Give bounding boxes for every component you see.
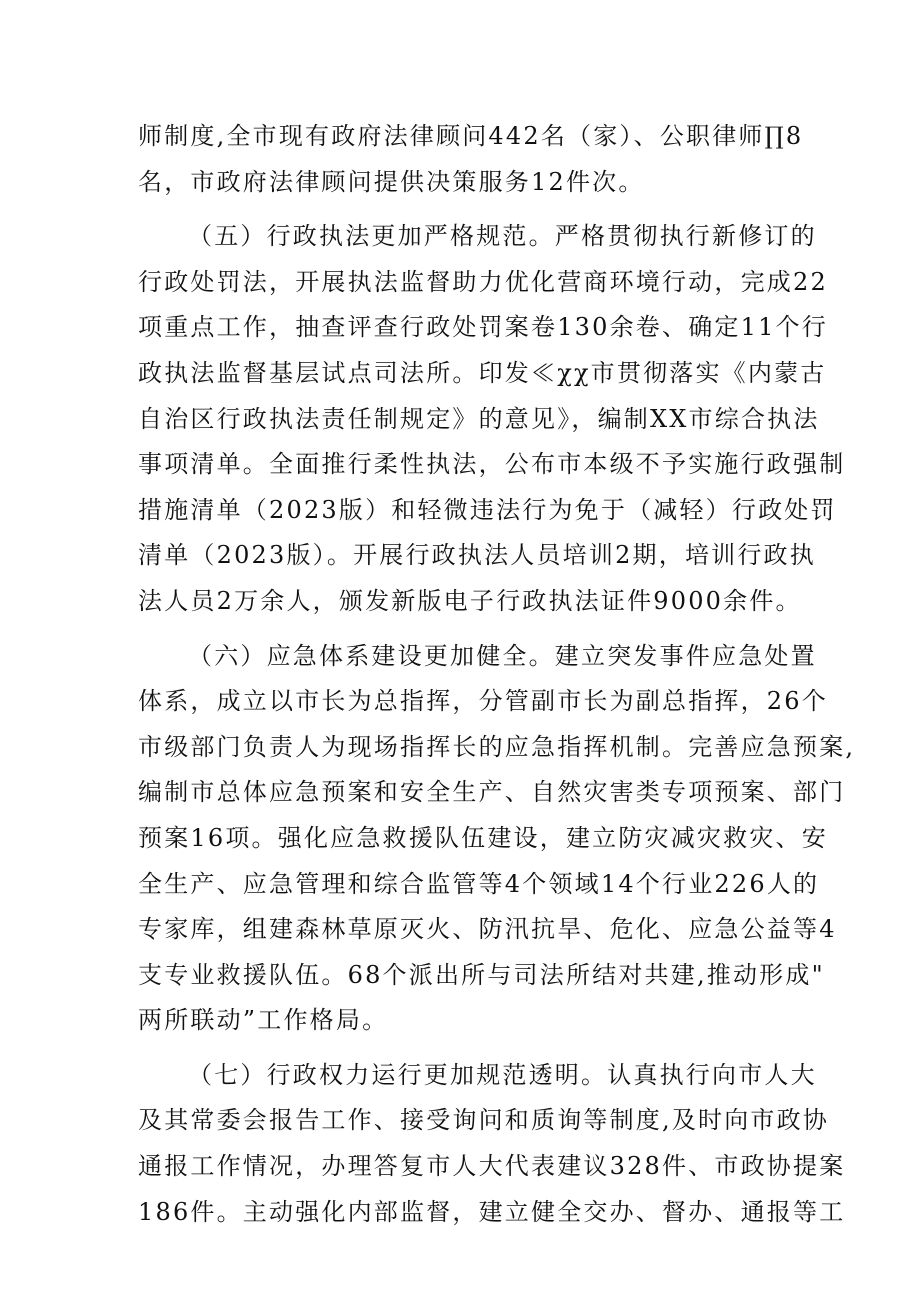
text-line: 通报工作情况，办理答复市人大代表建议328件、市政协提案 (138, 1152, 846, 1181)
text-line: （七）行政权力运行更加规范透明。认真执行向市人大 (188, 1060, 817, 1089)
text-line: 名，市政府法律顾问提供决策服务12件次。 (138, 167, 645, 196)
text-line: （六）应急体系建设更加健全。建立突发事件应急处置 (188, 641, 817, 670)
text-line: 支专业救援队伍。68个派出所与司法所结对共建,推动形成" (138, 960, 825, 989)
text-line: 186件。主动强化内部监督，建立健全交办、督办、通报等工 (138, 1197, 846, 1226)
body-text (138, 114, 856, 1235)
text-line: 法人员2万余人，颁发新版电子行政执法证件9000余件。 (138, 586, 802, 615)
text-line: 清单（2023版）。开展行政执法人员培训2期，培训行政执 (138, 541, 816, 570)
text-line: 两所联动”工作格局。 (138, 1006, 389, 1035)
paragraph-administrative-power (138, 1053, 846, 1235)
text-line: 全生产、应急管理和综合监管等4个领域14个行业226人的 (138, 869, 820, 898)
text-line: 措施清单（2023版）和轻微违法行为免于（减轻）行政处罚 (138, 495, 837, 524)
text-line: 事项清单。全面推行柔性执法，公布市本级不予实施行政强制 (138, 450, 846, 479)
text-line: 编制市总体应急预案和安全生产、自然灾害类专项预案、部门 (138, 778, 846, 807)
paragraph-administrative-enforcement (138, 214, 846, 624)
text-line: 项重点工作，抽查评查行政处罚案卷130余卷、确定11个行 (138, 313, 828, 342)
text-line: 专家库，组建森林草原灭火、防汛抗旱、危化、应急公益等4 (138, 915, 837, 944)
text-line: 自治区行政执法责任制规定》的意见》，编制XX市综合执法 (138, 404, 820, 433)
text-line: 师制度,全市现有政府法律顾问442名（家）、公职律师∏8 (138, 122, 804, 150)
text-line: 体系，成立以市长为总指挥，分管副市长为副总指挥，26个 (138, 687, 828, 716)
text-line: （五）行政执法更加严格规范。严格贯彻执行新修订的 (188, 222, 817, 251)
text-line: 市级部门负责人为现场指挥长的应急指挥机制。完善应急预案, (138, 732, 856, 761)
paragraph-emergency-system (138, 634, 856, 1044)
text-line: 政执法监督基层试点司法所。印发≪χχ市贯彻落实《内蒙古 (138, 358, 827, 387)
paragraph-legal-advisors (138, 114, 804, 205)
text-line: 及其常委会报告工作、接受询问和质询等制度,及时向市政协 (138, 1106, 830, 1135)
text-line: 预案16项。强化应急救援队伍建设，建立防灾减灾救灾、安 (138, 823, 828, 852)
text-line: 行政处罚法，开展执法监督助力优化营商环境行动，完成22 (138, 267, 828, 296)
